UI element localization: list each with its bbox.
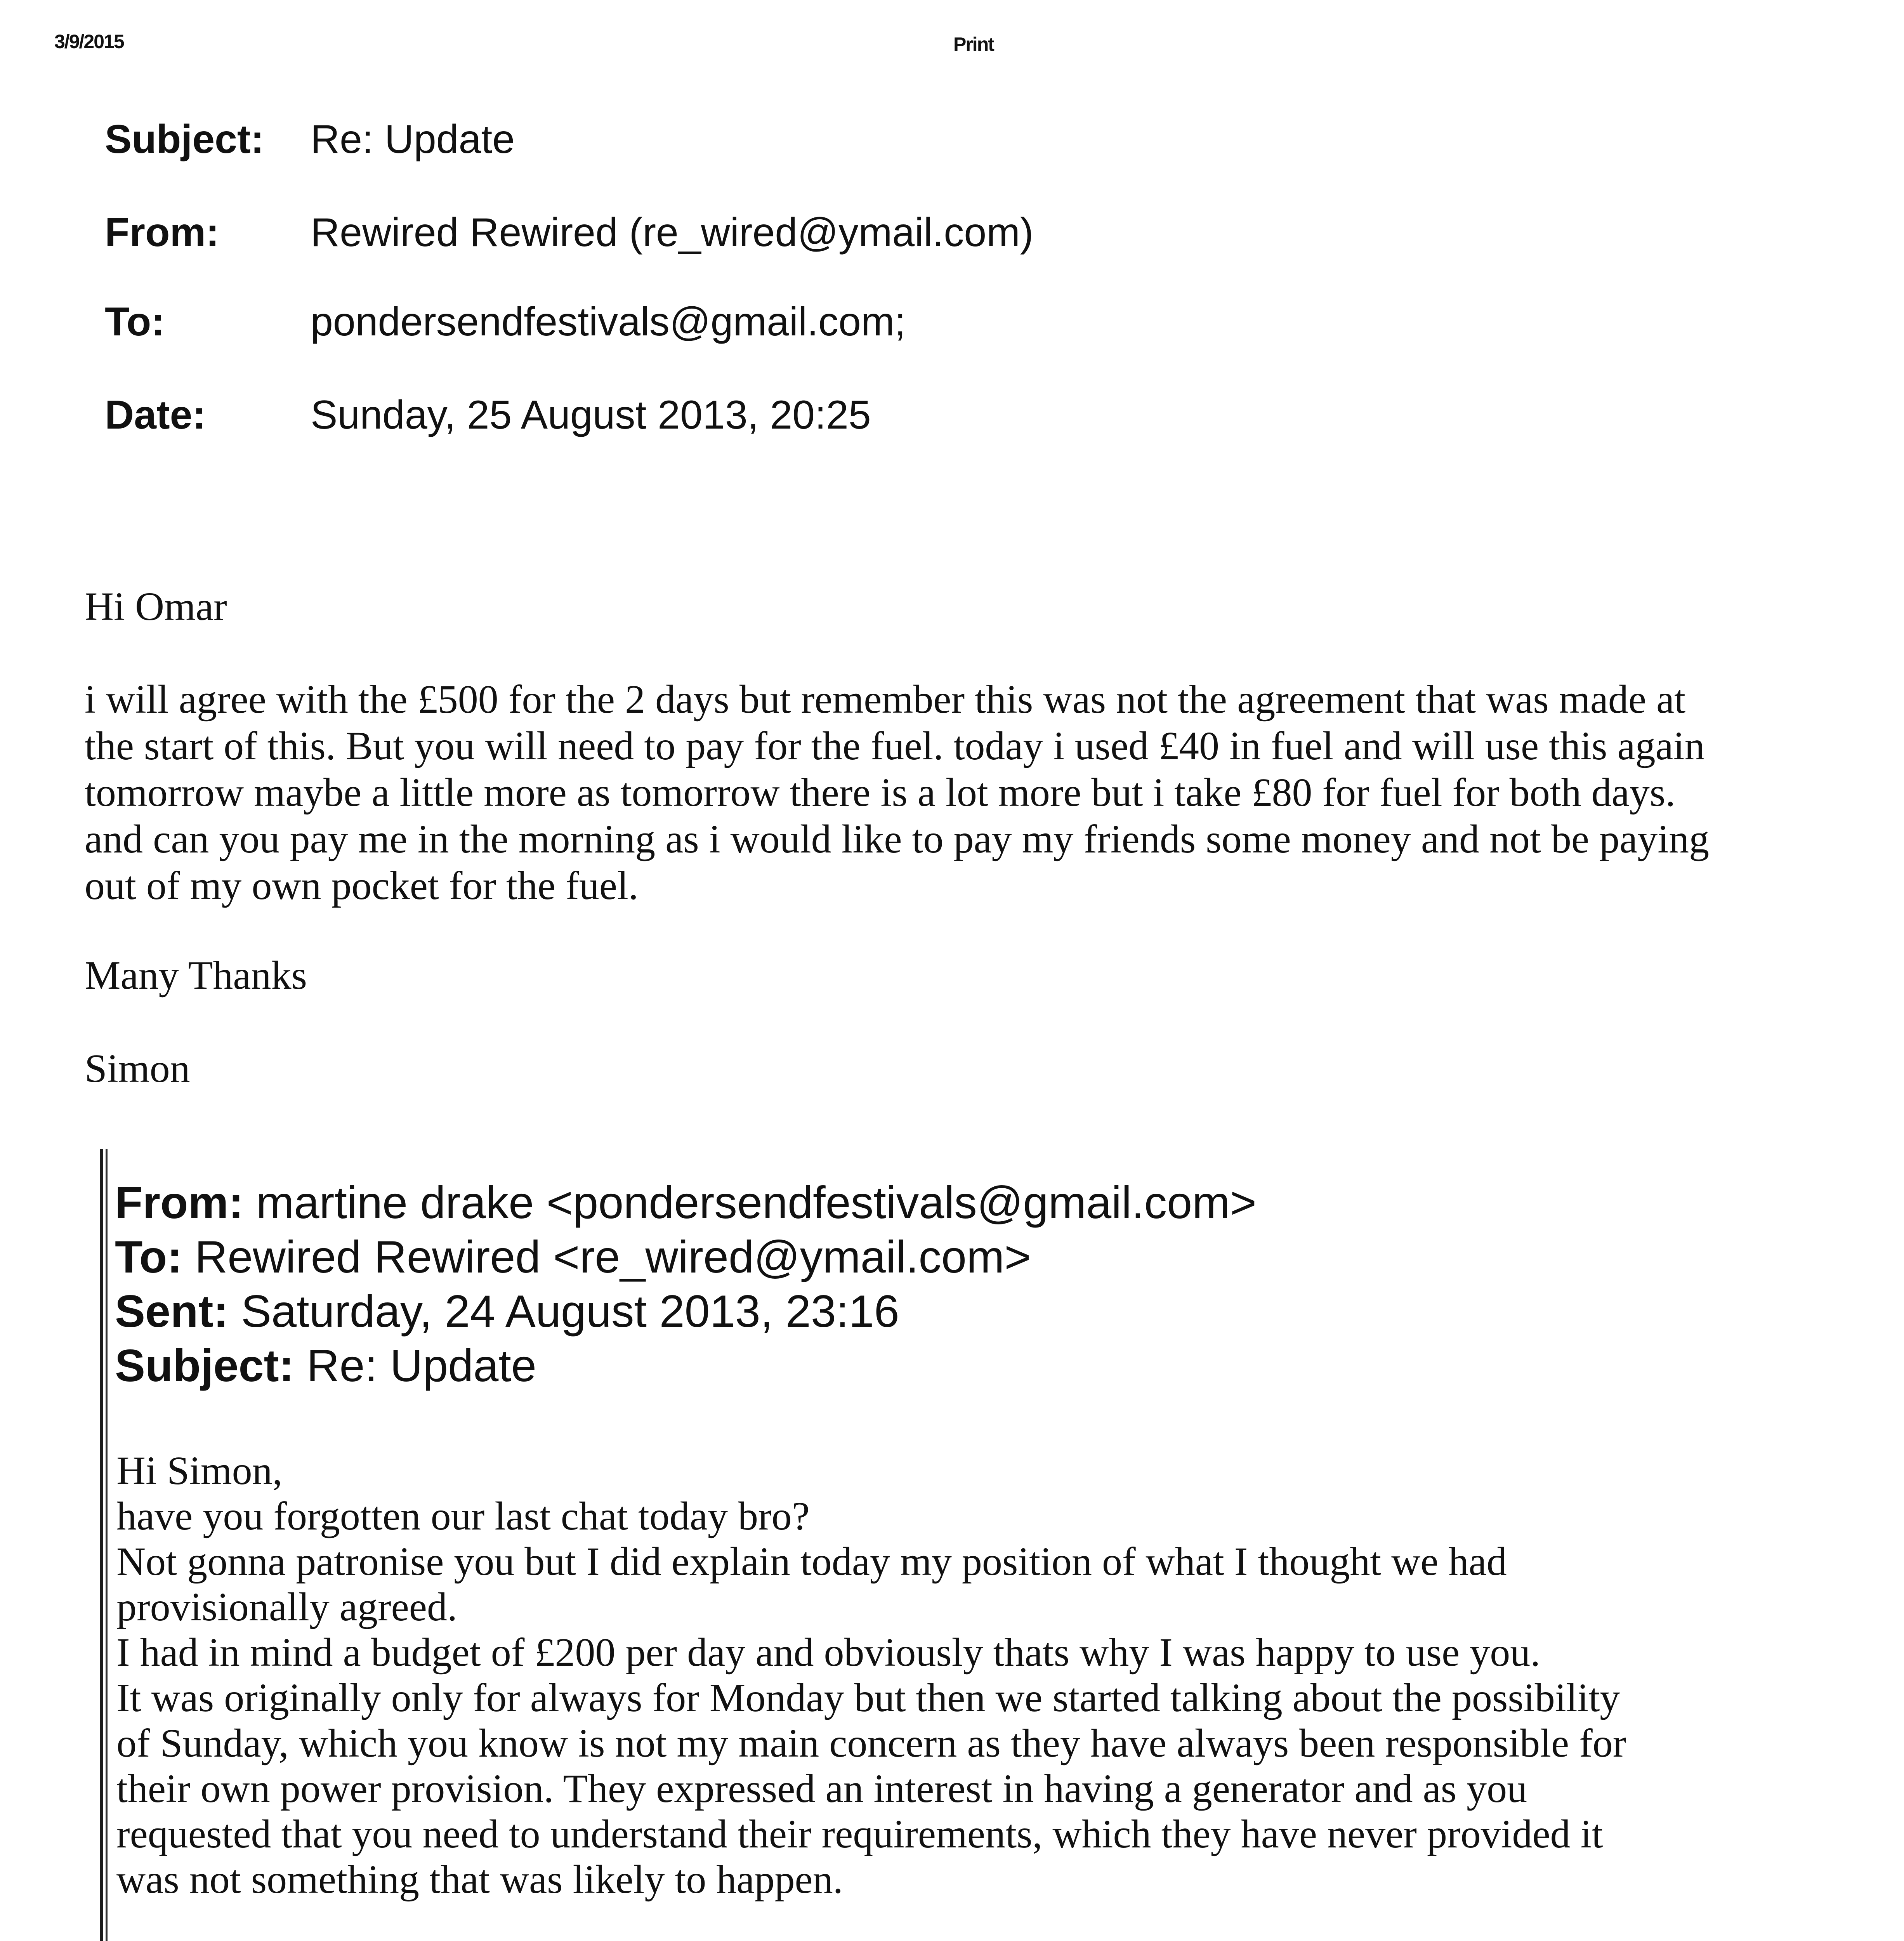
body-line: tomorrow maybe a little more as tomorrow there is a lot more but i take £80 for fuel for both days. — [85, 770, 1676, 815]
to-label: To: — [105, 299, 165, 344]
signature: Simon — [85, 1046, 190, 1091]
from-value: Rewired Rewired (re_wired@ymail.com) — [311, 210, 1034, 255]
quoted-line: of Sunday, which you know is not my main concern as they have always been responsible for — [116, 1721, 1626, 1766]
quoted-subject — [115, 1339, 536, 1392]
body-line: i will agree with the £500 for the 2 days but remember this was not the agreement that was made at — [85, 677, 1686, 722]
greeting: Hi Omar — [85, 584, 227, 629]
quoted-paragraph-1 — [116, 1448, 1824, 1902]
quoted-from-label: From: — [115, 1177, 244, 1228]
quoted-sent — [115, 1285, 899, 1337]
closing: Many Thanks — [85, 953, 307, 998]
quoted-subject-value: Re: Update — [294, 1340, 536, 1391]
quoted-to-value: Rewired Rewired <re_wired@ymail.com> — [182, 1231, 1031, 1282]
quoted-from-value: martine drake <pondersendfestivals@gmail.com> — [243, 1177, 1257, 1228]
date-value: Sunday, 25 August 2013, 20:25 — [311, 392, 871, 438]
quoted-line: Not gonna patronise you but I did explain today my position of what I thought we had — [116, 1539, 1507, 1584]
to-value: pondersendfestivals@gmail.com; — [311, 299, 906, 344]
quoted-line: Hi Simon, — [116, 1448, 283, 1493]
print-title: Print — [953, 33, 994, 55]
body-line: out of my own pocket for the fuel. — [85, 863, 639, 908]
quoted-to — [115, 1231, 1031, 1283]
quoted-from — [115, 1176, 1257, 1229]
subject-label: Subject: — [105, 117, 264, 162]
quoted-sent-label: Sent: — [115, 1286, 229, 1337]
quoted-sent-value: Saturday, 24 August 2013, 23:16 — [228, 1286, 899, 1337]
quote-bar — [100, 1149, 103, 1941]
quoted-line: I had in mind a budget of £200 per day and obviously thats why I was happy to use you. — [116, 1630, 1541, 1675]
message-body — [85, 676, 1709, 909]
from-label: From: — [105, 210, 219, 255]
quoted-line: requested that you need to understand their requirements, which they have never provided it — [116, 1812, 1603, 1856]
quoted-line: have you forgotten our last chat today bro? — [116, 1494, 810, 1538]
quote-bar-secondary — [106, 1149, 108, 1941]
quoted-line: provisionally agreed. — [116, 1585, 457, 1629]
body-line: and can you pay me in the morning as i would like to pay my friends some money and not be paying — [85, 817, 1710, 861]
quoted-subject-label: Subject: — [115, 1340, 294, 1391]
print-date: 3/9/2015 — [54, 31, 124, 52]
body-line: the start of this. But you will need to pay for the fuel. today i used £40 in fuel and will use this again — [85, 724, 1705, 768]
quoted-line: their own power provision. They expressed an interest in having a generator and as you — [116, 1766, 1527, 1811]
quoted-to-label: To: — [115, 1231, 182, 1282]
date-label: Date: — [105, 392, 206, 438]
quoted-line: It was originally only for always for Monday but then we started talking about the possibility — [116, 1675, 1620, 1720]
quoted-line: was not something that was likely to happen. — [116, 1857, 843, 1902]
subject-value: Re: Update — [311, 117, 515, 162]
